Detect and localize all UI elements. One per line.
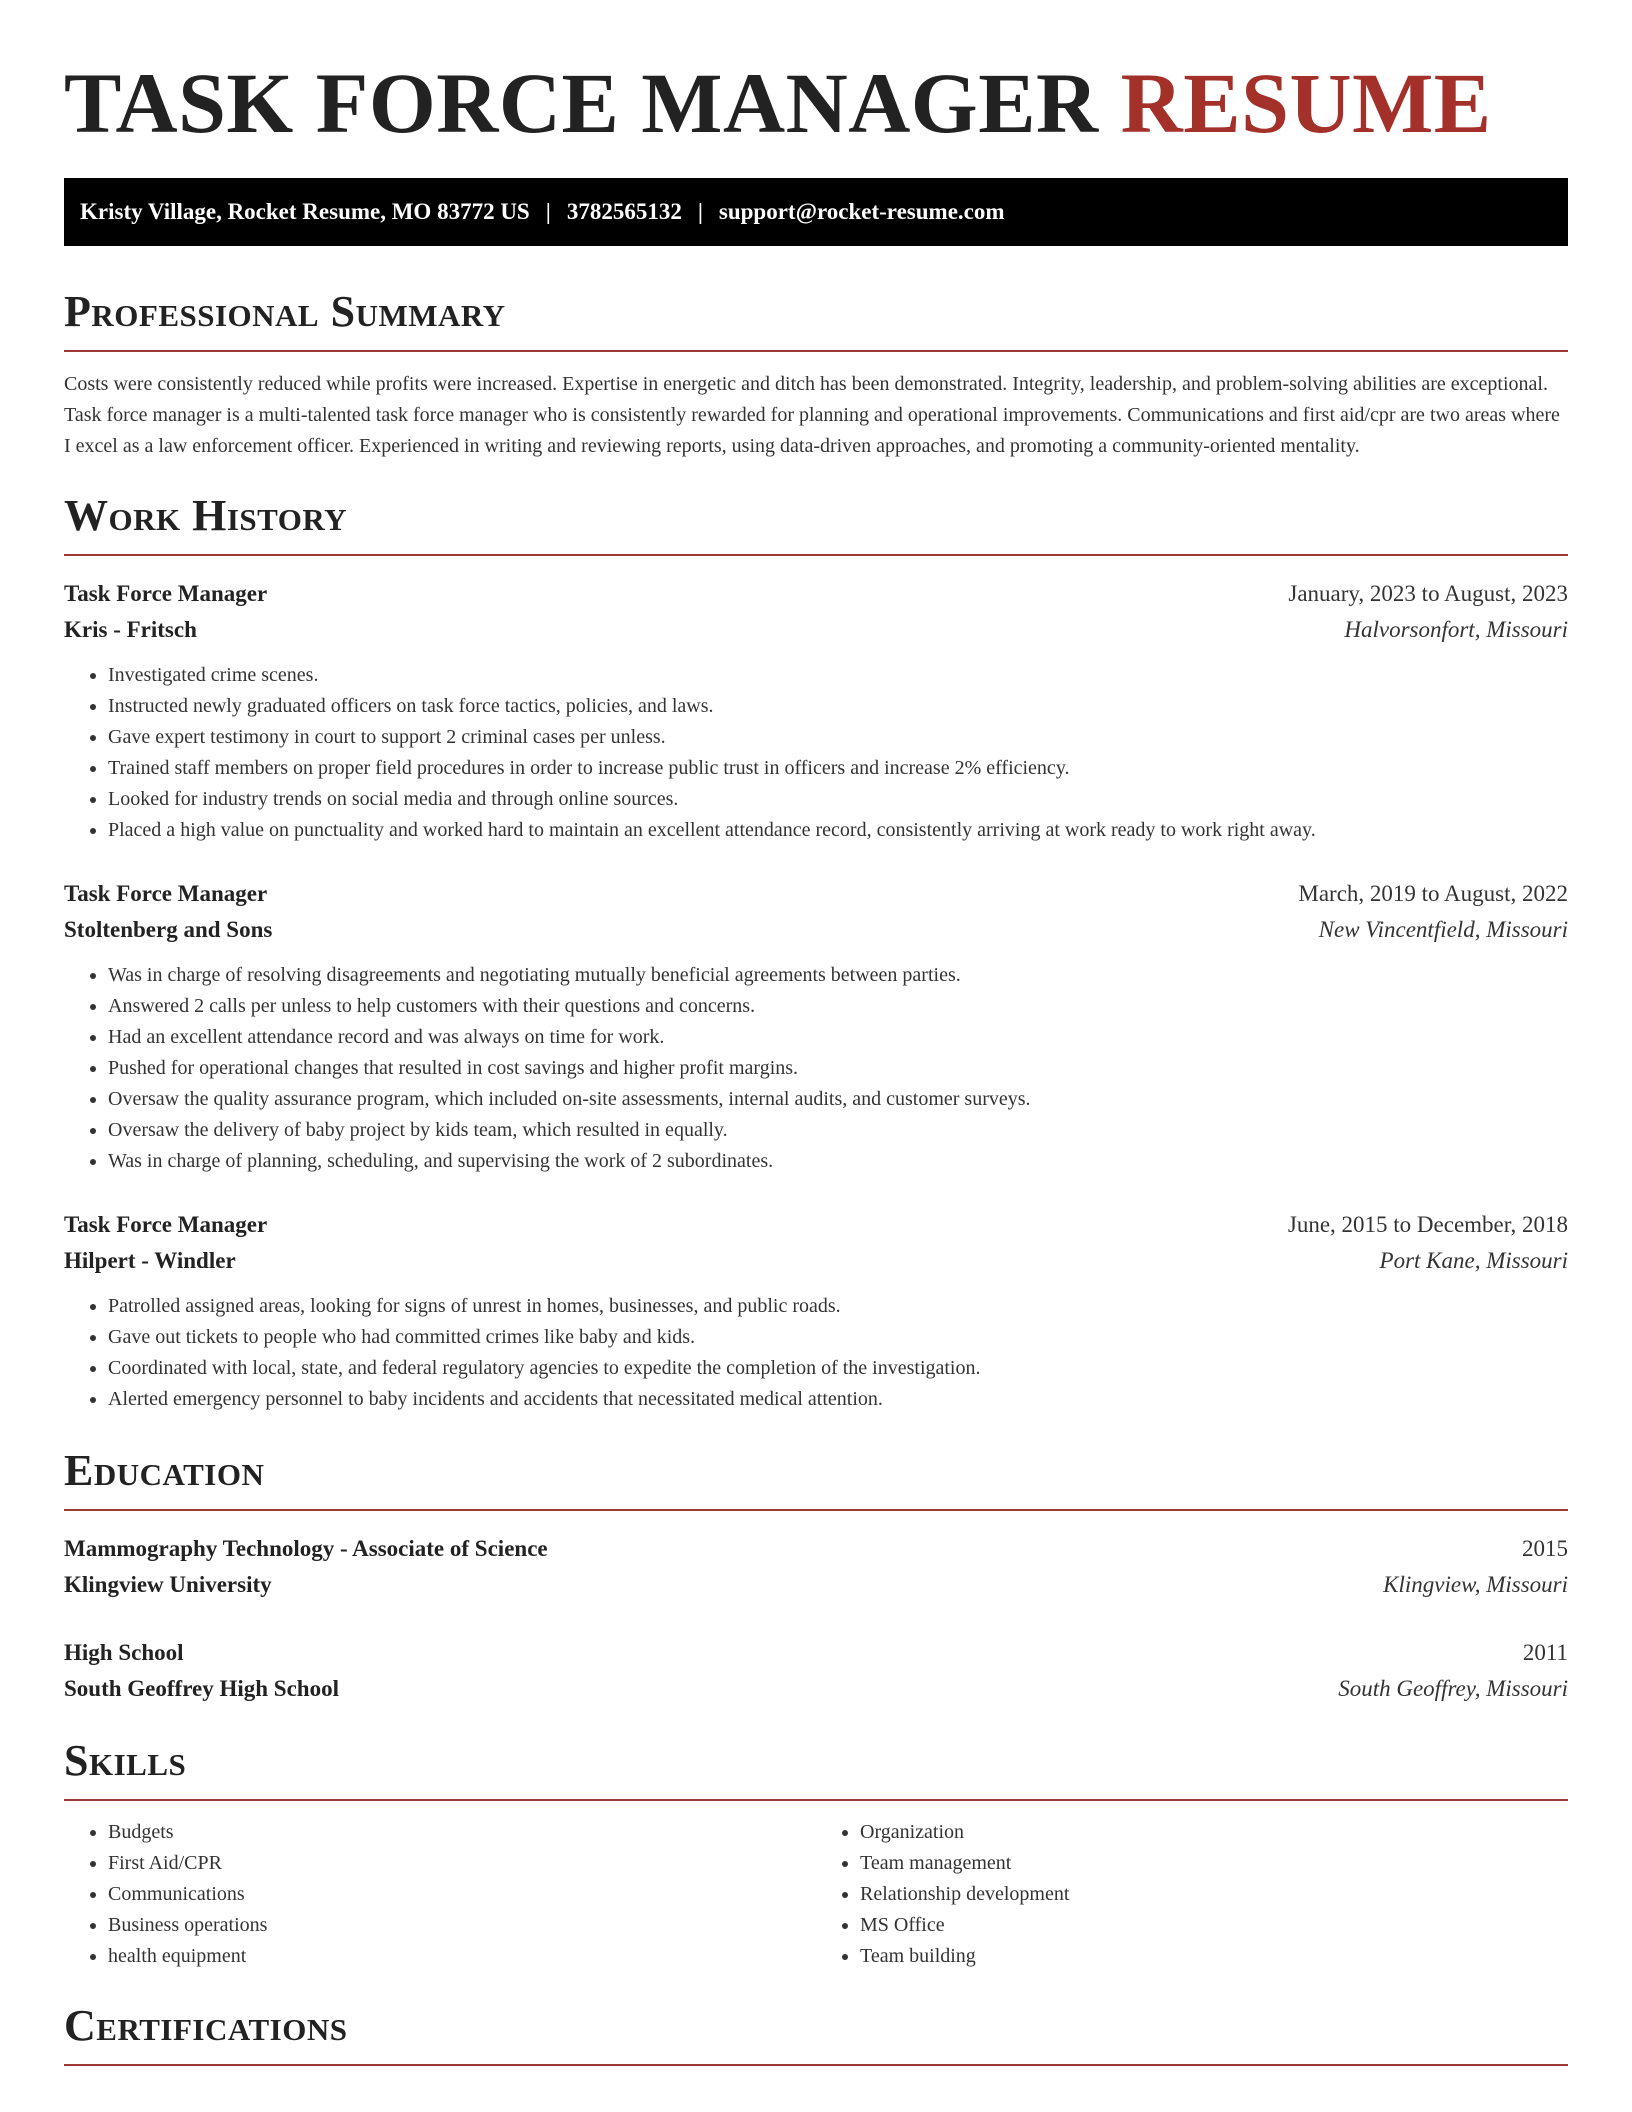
title-main: TASK FORCE MANAGER	[64, 55, 1099, 151]
skills-grid	[64, 1817, 1568, 1972]
skill-item: • health equipment	[108, 1941, 816, 1972]
education-location: Klingview, Missouri	[1383, 1572, 1568, 1597]
job-title: Task Force Manager	[64, 1212, 268, 1237]
job-company-row	[64, 1243, 1568, 1279]
certifications-section	[64, 2000, 1568, 2066]
skills-list-right	[816, 1817, 1568, 1972]
job-header-row	[64, 1207, 1568, 1243]
contact-bar	[64, 178, 1568, 246]
skill-item: • Relationship development	[860, 1879, 1568, 1910]
skill-item: • First Aid/CPR	[108, 1848, 816, 1879]
education-school-row	[64, 1567, 1568, 1603]
section-divider	[64, 1799, 1568, 1801]
job-company-row	[64, 912, 1568, 948]
job-company: Stoltenberg and Sons	[64, 917, 273, 942]
education-school: Klingview University	[64, 1572, 272, 1597]
education-section	[64, 1445, 1568, 1707]
job-company: Hilpert - Windler	[64, 1248, 236, 1273]
job-duty-item: • Instructed newly graduated officers on task force tactics, policies, and laws.	[108, 691, 1568, 722]
job-duty-item: • Gave out tickets to people who had committed crimes like baby and kids.	[108, 1322, 1568, 1353]
work-history-heading: Work History	[64, 491, 348, 540]
skills-section	[64, 1735, 1568, 1972]
skill-item: • Business operations	[108, 1910, 816, 1941]
contact-email: support@rocket-resume.com	[718, 199, 1005, 224]
title-accent: RESUME	[1120, 55, 1492, 151]
job-location: Halvorsonfort, Missouri	[1344, 617, 1568, 642]
job-entry	[64, 576, 1568, 846]
skill-item: • MS Office	[860, 1910, 1568, 1941]
education-school-row	[64, 1671, 1568, 1707]
job-duties-list	[64, 960, 1568, 1177]
job-duty-item: • Placed a high value on punctuality and worked hard to maintain an excellent attendance record, consistently arriving at work ready to work right away.	[108, 815, 1568, 846]
section-divider	[64, 554, 1568, 556]
education-degree: Mammography Technology - Associate of Science	[64, 1536, 548, 1561]
contact-separator: |	[697, 199, 703, 224]
job-title: Task Force Manager	[64, 881, 268, 906]
job-duty-item: • Alerted emergency personnel to baby incidents and accidents that necessitated medical attention.	[108, 1384, 1568, 1415]
education-year: 2015	[1522, 1536, 1568, 1561]
skills-heading: Skills	[64, 1736, 187, 1785]
skill-item: • Team management	[860, 1848, 1568, 1879]
section-divider	[64, 2064, 1568, 2066]
job-duty-item: • Had an excellent attendance record and was always on time for work.	[108, 1022, 1568, 1053]
education-entry	[64, 1635, 1568, 1707]
job-duties-list	[64, 1291, 1568, 1415]
resume-title	[64, 55, 1568, 151]
job-location: Port Kane, Missouri	[1379, 1248, 1568, 1273]
education-degree-row	[64, 1635, 1568, 1671]
contact-address: Kristy Village, Rocket Resume, MO 83772 US	[80, 199, 530, 224]
section-divider	[64, 350, 1568, 352]
education-year: 2011	[1522, 1640, 1568, 1665]
education-degree: High School	[64, 1640, 184, 1665]
job-duties-list	[64, 660, 1568, 846]
job-duty-item: • Investigated crime scenes.	[108, 660, 1568, 691]
job-duty-item: • Oversaw the quality assurance program, which included on-site assessments, internal audits, and customer surveys.	[108, 1084, 1568, 1115]
job-duty-item: • Gave expert testimony in court to support 2 criminal cases per unless.	[108, 722, 1568, 753]
education-degree-row	[64, 1531, 1568, 1567]
job-company: Kris - Fritsch	[64, 617, 197, 642]
education-heading: Education	[64, 1446, 265, 1495]
contact-phone: 3782565132	[566, 199, 682, 224]
summary-section	[64, 286, 1568, 462]
job-header-row	[64, 576, 1568, 612]
job-duty-item: • Answered 2 calls per unless to help customers with their questions and concerns.	[108, 991, 1568, 1022]
job-duty-item: • Patrolled assigned areas, looking for signs of unrest in homes, businesses, and public roads.	[108, 1291, 1568, 1322]
job-duty-item: • Coordinated with local, state, and federal regulatory agencies to expedite the completion of the investigation.	[108, 1353, 1568, 1384]
job-dates: March, 2019 to August, 2022	[1298, 881, 1568, 906]
job-duty-item: • Trained staff members on proper field procedures in order to increase public trust in officers and increase 2% efficiency.	[108, 753, 1568, 784]
job-duty-item: • Was in charge of resolving disagreements and negotiating mutually beneficial agreements between parties.	[108, 960, 1568, 991]
job-title: Task Force Manager	[64, 581, 268, 606]
skill-item: • Communications	[108, 1879, 816, 1910]
education-school: South Geoffrey High School	[64, 1676, 339, 1701]
job-header-row	[64, 876, 1568, 912]
education-entry	[64, 1531, 1568, 1603]
job-company-row	[64, 612, 1568, 648]
job-duty-item: • Oversaw the delivery of baby project by kids team, which resulted in equally.	[108, 1115, 1568, 1146]
skill-item: • Organization	[860, 1817, 1568, 1848]
contact-separator: |	[545, 199, 551, 224]
job-dates: June, 2015 to December, 2018	[1287, 1212, 1568, 1237]
job-entry	[64, 876, 1568, 1177]
work-history-section	[64, 490, 1568, 1415]
summary-heading: Professional Summary	[64, 287, 506, 336]
education-location: South Geoffrey, Missouri	[1338, 1676, 1568, 1701]
job-entry	[64, 1207, 1568, 1415]
job-duty-item: • Looked for industry trends on social media and through online sources.	[108, 784, 1568, 815]
certifications-heading: Certifications	[64, 2001, 348, 2050]
job-duty-item: • Pushed for operational changes that resulted in cost savings and higher profit margins.	[108, 1053, 1568, 1084]
summary-text: Costs were consistently reduced while profits were increased. Expertise in energetic and ditch has been demonstrated. Integrity, leadership, and problem-solving abilities are exceptional. Task force manager is a multi-talented task force manager who is consistently rewarded for planning and operational improvements. Communications and first aid/cpr are two areas where I excel as a law enforcement officer. Experienced in writing and reviewing reports, using data-driven approaches, and promoting a community-oriented mentality.	[64, 373, 1560, 457]
job-duty-item: • Was in charge of planning, scheduling, and supervising the work of 2 subordinates.	[108, 1146, 1568, 1177]
job-dates: January, 2023 to August, 2023	[1288, 581, 1568, 606]
job-location: New Vincentfield, Missouri	[1318, 917, 1568, 942]
skill-item: • Budgets	[108, 1817, 816, 1848]
section-divider	[64, 1509, 1568, 1511]
skill-item: • Team building	[860, 1941, 1568, 1972]
skills-list-left	[64, 1817, 816, 1972]
